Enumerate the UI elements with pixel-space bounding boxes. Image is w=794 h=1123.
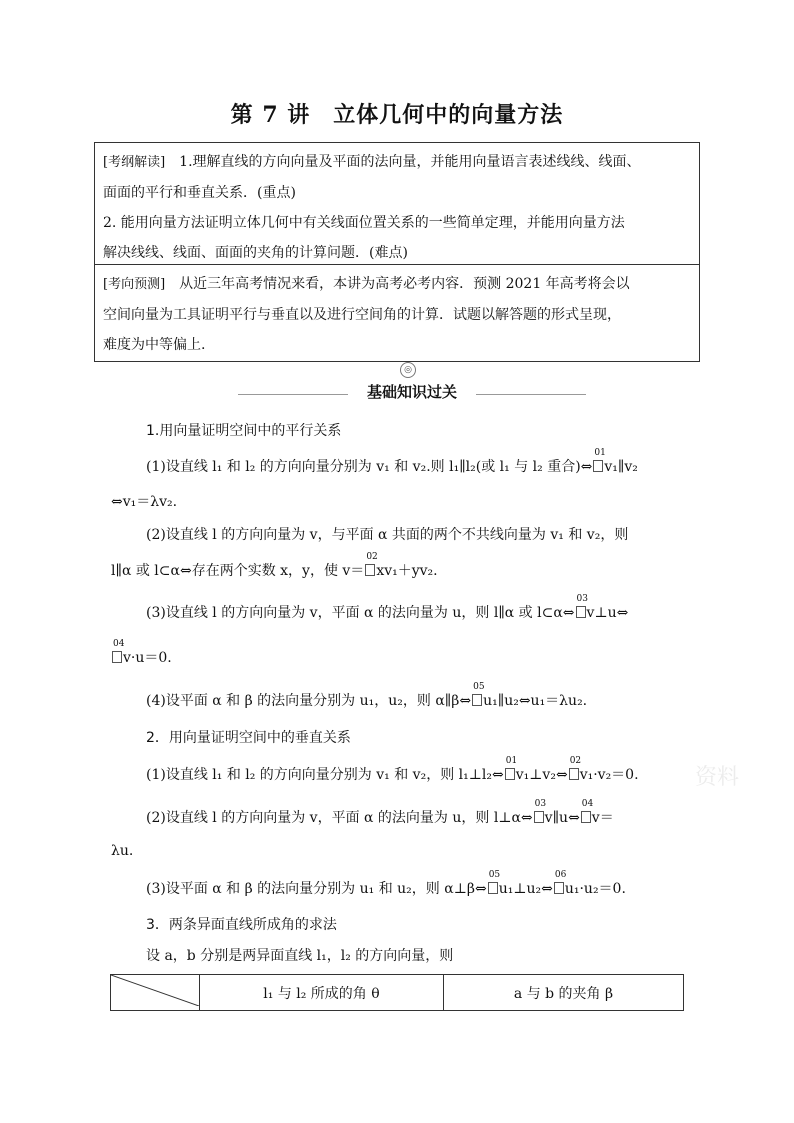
answer-marker: 03 [534,811,544,823]
forecast-line-2: 空间向量为工具证明平行与垂直以及进行空间角的计算．试题以解答题的形式呈现， [103,307,621,323]
diagonal-line [111,975,199,1006]
forecast-tag: [考向预测] [103,277,166,292]
syllabus-box [94,142,700,265]
answer-marker: 06 [554,882,564,894]
answer-marker: 04 [112,651,122,663]
table-row [111,975,684,1011]
angle-table [110,974,684,1011]
forecast-line-1: [考向预测] 从近三年高考情况来看，本讲为高考必考内容．预测 2021 年高考将会以 [103,276,630,292]
parallel-line-4: l∥α 或 l⊂α⇔存在两个实数 x，y，使 v＝ 02 xv₁＋yv₂. [111,552,438,579]
diagonal-header-cell [111,975,200,1011]
answer-marker: 02 [569,768,579,780]
table-header-beta: a 与 b 的夹角 β [444,975,684,1011]
section-badge-icon: ◎ [400,362,416,378]
answer-marker: 04 [581,811,591,823]
perpendicular-line-1: (1)设直线 l₁ 和 l₂ 的方向向量分别为 v₁ 和 v₂，则 l₁⊥l₂⇔ 01 v₁⊥v₂⇔ 02 v₁·v₂＝0. [146,756,639,783]
forecast-box [94,265,700,362]
answer-marker: 05 [488,882,498,894]
answer-marker: 05 [472,694,482,706]
parallel-line-3: (2)设直线 l 的方向向量为 v，与平面 α 共面的两个不共线向量为 v₁ 和 v₂，则 [146,527,629,543]
answer-marker: 03 [576,606,586,618]
syllabus-line-2: 面面的平行和垂直关系．(重点) [103,185,296,201]
heading-parallel: 1.用向量证明空间中的平行关系 [146,423,342,439]
perpendicular-line-2: (2)设直线 l 的方向向量为 v，平面 α 的法向量为 u，则 l⊥α⇔ 03 v∥u⇔ 04 v＝ [146,799,614,826]
parallel-line-6: 04 v·u＝0. [113,639,172,666]
perpendicular-line-3: λu. [111,843,134,859]
heading-perpendicular: 2．用向量证明空间中的垂直关系 [146,730,351,746]
perpendicular-line-4: (3)设平面 α 和 β 的法向量分别为 u₁ 和 u₂，则 α⊥β⇔ 05 u₁⊥u₂⇔ 06 u₁·u₂＝0. [146,870,626,897]
syllabus-line-3: 2. 能用向量方法证明立体几何中有关线面位置关系的一些简单定理，并能用向量方法 [103,215,625,231]
parallel-line-1: (1)设直线 l₁ 和 l₂ 的方向向量分别为 v₁ 和 v₂.则 l₁∥l₂(或 l₁ 与 l₂ 重合)⇔ 01 v₁∥v₂ [146,448,638,475]
answer-marker: 01 [505,768,515,780]
section-header [238,365,586,408]
answer-marker: 02 [365,564,375,576]
skew-angle-intro: 设 a，b 分别是两异面直线 l₁，l₂ 的方向向量，则 [146,948,454,964]
heading-skew-angle: 3．两条异面直线所成角的求法 [146,917,337,933]
page-title: 第 7 讲 立体几何中的向量方法 [230,102,564,128]
parallel-line-2: ⇔v₁＝λv₂. [111,494,178,510]
forecast-line-3: 难度为中等偏上. [103,337,206,353]
table-header-theta: l₁ 与 l₂ 所成的角 θ [200,975,444,1011]
answer-marker: 01 [593,460,603,472]
section-title: 基础知识过关 [366,383,457,401]
parallel-line-5: (3)设直线 l 的方向向量为 v，平面 α 的法向量为 u，则 l∥α 或 l⊂α⇔ 03 v⊥u⇔ [146,594,629,621]
syllabus-line-1: [考纲解读] 1.理解直线的方向向量及平面的法向量，并能用向量语言表述线线、线面、 [103,154,641,170]
watermark: 资料 [695,765,740,790]
syllabus-tag: [考纲解读] [103,155,166,170]
parallel-line-7: (4)设平面 α 和 β 的法向量分别为 u₁，u₂，则 α∥β⇔ 05 u₁∥u₂⇔u₁＝λu₂. [146,682,588,709]
syllabus-line-4: 解决线线、线面、面面的夹角的计算问题．(难点) [103,245,408,261]
